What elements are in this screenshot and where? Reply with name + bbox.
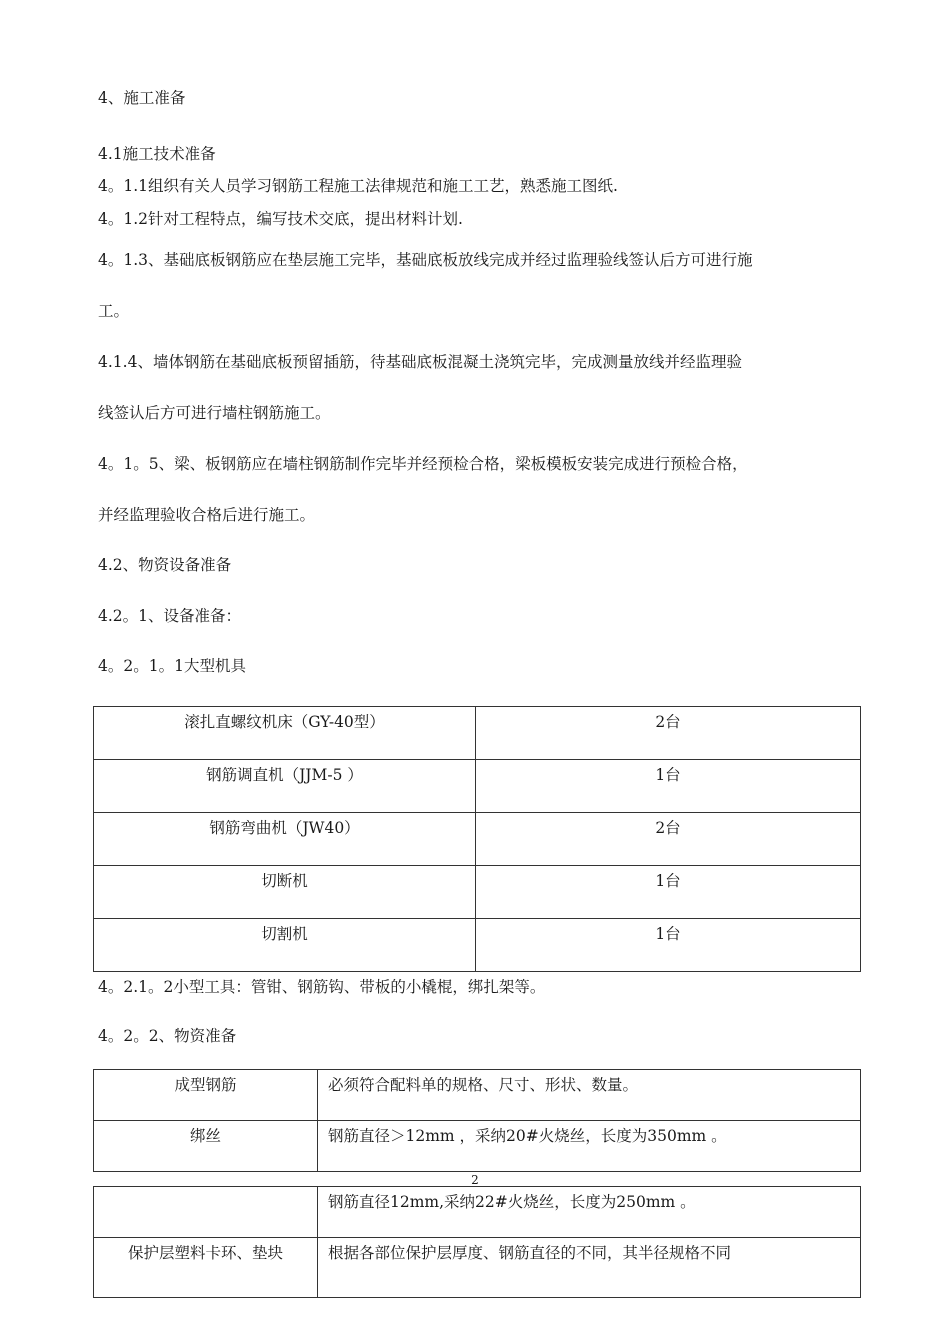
equipment-table	[93, 706, 861, 972]
equipment-name: 切割机	[94, 919, 476, 972]
para-4-2: 4.2、物资设备准备	[98, 556, 232, 574]
equipment-name: 钢筋弯曲机（JW40）	[94, 813, 476, 866]
para-4-1-4-cont: 线签认后方可进行墙柱钢筋施工。	[98, 404, 331, 422]
small-tools-line: 4。2.1。2小型工具：管钳、钢筋钩、带板的小橇棍，绑扎架等。	[98, 978, 546, 996]
material-spec: 钢筋直径＞12mm ，采纳20#火烧丝，长度为350mm 。	[318, 1121, 861, 1172]
equipment-qty: 1台	[476, 866, 861, 919]
material-heading: 4。2。2、物资准备	[98, 1027, 237, 1045]
para-4-1-5-cont: 并经监理验收合格后进行施工。	[98, 506, 316, 524]
table-row	[94, 813, 861, 866]
material-name: 成型钢筋	[94, 1070, 318, 1121]
para-4-1-3-cont: 工。	[98, 302, 130, 320]
equipment-name: 切断机	[94, 866, 476, 919]
page-number: 2	[471, 1173, 479, 1187]
table-row	[94, 707, 861, 760]
para-4: 4、施工准备	[98, 89, 186, 107]
para-4-1-4: 4.1.4、墙体钢筋在基础底板预留插筋，待基础底板混凝土浇筑完毕，完成测量放线并经监理验	[98, 353, 742, 371]
equipment-qty: 1台	[476, 919, 861, 972]
table-row	[94, 1121, 861, 1172]
table-row	[94, 1187, 861, 1238]
para-4-1-2: 4。1.2针对工程特点，编写技术交底，提出材料计划.	[98, 210, 463, 228]
para-4-1: 4.1施工技术准备	[98, 145, 216, 163]
table-row	[94, 1238, 861, 1298]
para-4-1-3: 4。1.3、基础底板钢筋应在垫层施工完毕，基础底板放线完成并经过监理验线签认后方可进行施	[98, 251, 753, 269]
table-row	[94, 1070, 861, 1121]
equipment-qty: 1台	[476, 760, 861, 813]
equipment-qty: 2台	[476, 813, 861, 866]
para-4-2-1-1: 4。2。1。1大型机具	[98, 657, 246, 675]
table-row	[94, 760, 861, 813]
material-table-continued	[93, 1186, 861, 1298]
material-spec: 必须符合配料单的规格、尺寸、形状、数量。	[318, 1070, 861, 1121]
equipment-name: 钢筋调直机（JJM-5 ）	[94, 760, 476, 813]
material-spec: 钢筋直径12mm,采纳22#火烧丝，长度为250mm 。	[318, 1187, 861, 1238]
table-row	[94, 866, 861, 919]
para-4-1-1: 4。1.1组织有关人员学习钢筋工程施工法律规范和施工工艺，熟悉施工图纸.	[98, 177, 618, 195]
material-spec: 根据各部位保护层厚度、钢筋直径的不同，其半径规格不同	[318, 1238, 861, 1298]
table-row	[94, 919, 861, 972]
material-name: 保护层塑料卡环、垫块	[94, 1238, 318, 1298]
equipment-name: 滚扎直螺纹机床（GY-40型）	[94, 707, 476, 760]
material-name	[94, 1187, 318, 1238]
para-4-1-5: 4。1。5、梁、板钢筋应在墙柱钢筋制作完毕并经预检合格，梁板模板安装完成进行预检合格，	[98, 455, 748, 473]
equipment-qty: 2台	[476, 707, 861, 760]
material-table	[93, 1069, 861, 1172]
material-name: 绑丝	[94, 1121, 318, 1172]
para-4-2-1: 4.2。1、设备准备：	[98, 607, 242, 625]
